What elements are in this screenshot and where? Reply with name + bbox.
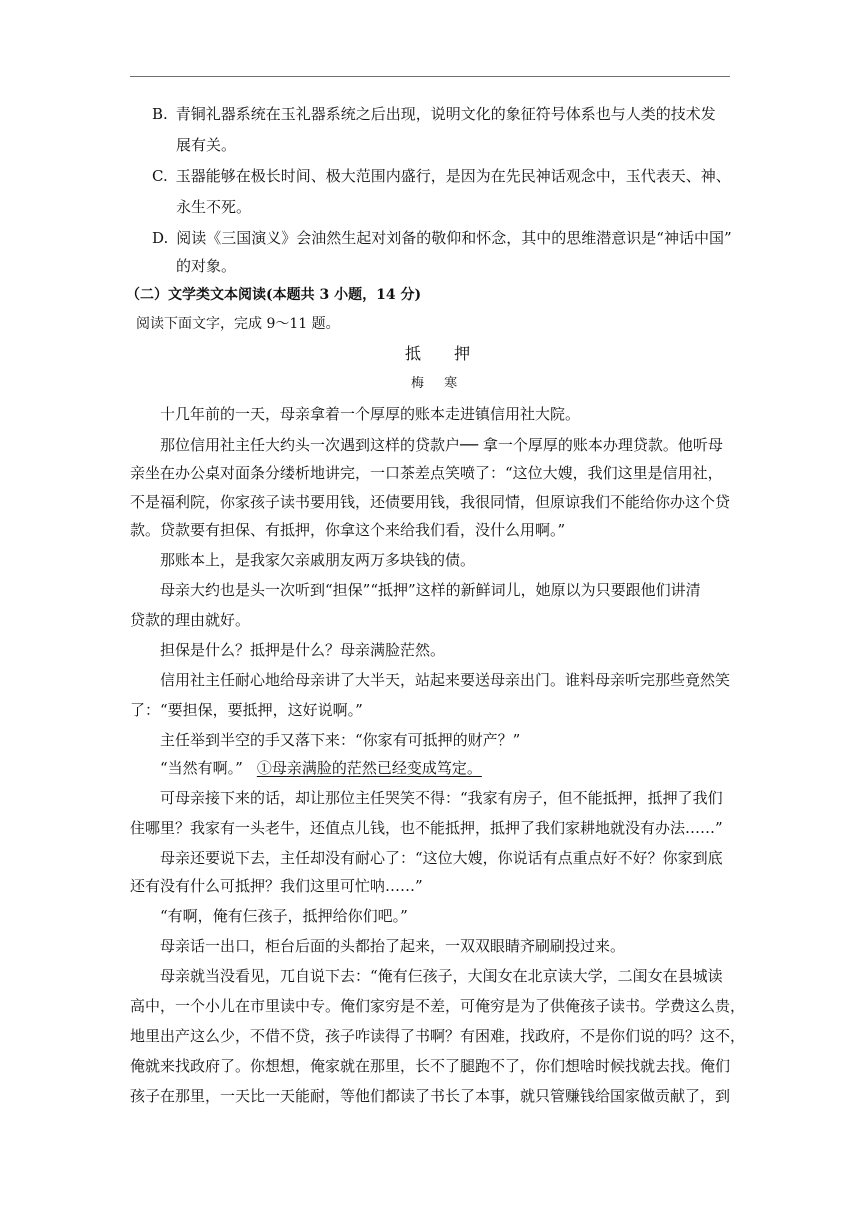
- body-line: 俺就来找政府了。你想想，俺家就在那里，长不了腿跑不了，你们想啥时候找就去找。俺们: [130, 1057, 731, 1075]
- body-line: 可母亲接下来的话，却让那位主任哭笑不得：“我家有房子，但不能抵押，抵押了我们: [160, 789, 723, 807]
- body-line: “有啊，俺有仨孩子，抵押给你们吧。”: [160, 907, 408, 925]
- option-b-label: B.: [152, 105, 168, 123]
- body-line: 那位信用社主任大约头一次遇到这样的贷款户── 拿一个厚厚的账本办理贷款。他听母: [160, 436, 723, 454]
- body-line: 信用社主任耐心地给母亲讲了大半天，站起来要送母亲出门。谁料母亲听完那些竟然笑: [160, 671, 731, 689]
- option-d: [152, 228, 732, 248]
- option-b-line-2: 展有关。: [176, 136, 237, 154]
- header-rule: [130, 76, 730, 77]
- body-line: 了：“要担保，要抵押，这好说啊。”: [130, 701, 363, 719]
- section-heading: （二）文学类文本阅读(本题共 3 小题，14 分): [126, 287, 422, 303]
- body-line: 贷款的理由就好。: [130, 611, 251, 629]
- body-line: 母亲就当没看见，兀自说下去：“俺有仨孩子，大闺女在北京读大学，二闺女在县城读: [160, 967, 723, 985]
- body-line: 母亲还要说下去，主任却没有耐心了：“这位大嫂，你说话有点重点好不好？你家到底: [160, 849, 723, 867]
- option-d-line-1: 阅读《三国演义》会油然生起对刘备的敬仰和怀念，其中的思维潜意识是“神话中国”: [176, 229, 732, 247]
- option-c-line-2: 永生不死。: [176, 198, 252, 216]
- option-d-line-2: 的对象。: [176, 257, 237, 275]
- option-b: [152, 104, 716, 124]
- body-line: 地里出产这么少，不借不贷，孩子咋读得了书啊？有困难，找政府，不是你们说的吗？这不，: [130, 1027, 746, 1045]
- option-b-line-1: 青铜礼器系统在玉礼器系统之后出现，说明文化的象征符号体系也与人类的技术发: [175, 105, 716, 123]
- underlined-sentence-1: ①母亲满脸的茫然已经变成笃定。: [256, 759, 482, 777]
- body-line: 母亲大约也是头一次听到“担保”“抵押”这样的新鲜词儿，她原以为只要跟他们讲清: [160, 581, 701, 599]
- option-c: [152, 166, 731, 186]
- body-line: 还有没有什么可抵押？我们这里可忙呐……”: [130, 877, 423, 895]
- option-c-label: C.: [152, 167, 168, 185]
- quote-of-course: “当然有啊。”: [160, 759, 243, 777]
- body-line: 十几年前的一天，母亲拿着一个厚厚的账本走进镇信用社大院。: [160, 405, 581, 423]
- body-line: 高中，一个小儿在市里读中专。俺们家穷是不差，可俺穷是为了供俺孩子读书。学费这么贵，: [130, 997, 746, 1015]
- body-line: 孩子在那里，一天比一天能耐，等他们都读了书长了本事，就只管赚钱给国家做贡献了，到: [130, 1087, 731, 1105]
- article-author: 梅 寒: [411, 376, 466, 391]
- article-title: 抵 押: [405, 344, 485, 363]
- body-line: 款。贷款要有担保、有抵押，你拿这个来给我们看，没什么用啊。”: [130, 521, 566, 539]
- body-line: 不是福利院，你家孩子读书要用钱，还债要用钱，我很同情，但原谅我们不能给你办这个贷: [130, 493, 731, 511]
- body-line: 担保是什么？抵押是什么？母亲满脸茫然。: [160, 641, 446, 659]
- option-d-label: D.: [152, 229, 169, 247]
- body-line: 亲坐在办公桌对面条分缕析地讲完，一口茶差点笑喷了：“这位大嫂，我们这里是信用社，: [130, 464, 723, 482]
- body-line: [160, 758, 482, 778]
- instruction: 阅读下面文字，完成 9～11 题。: [136, 316, 340, 332]
- body-line: 那账本上，是我家欠亲戚朋友两万多块钱的债。: [160, 551, 476, 569]
- option-c-line-1: 玉器能够在极长时间、极大范围内盛行，是因为在先民神话观念中，玉代表天、神、: [175, 167, 731, 185]
- body-line: 母亲话一出口，柜台后面的头都抬了起来，一双双眼睛齐刷刷投过来。: [160, 937, 626, 955]
- body-line: 住哪里？我家有一头老牛，还值点儿钱，也不能抵押，抵押了我们家耕地就没有办法……”: [130, 819, 723, 837]
- body-line: 主任举到半空的手又落下来：“你家有可抵押的财产？”: [160, 731, 521, 749]
